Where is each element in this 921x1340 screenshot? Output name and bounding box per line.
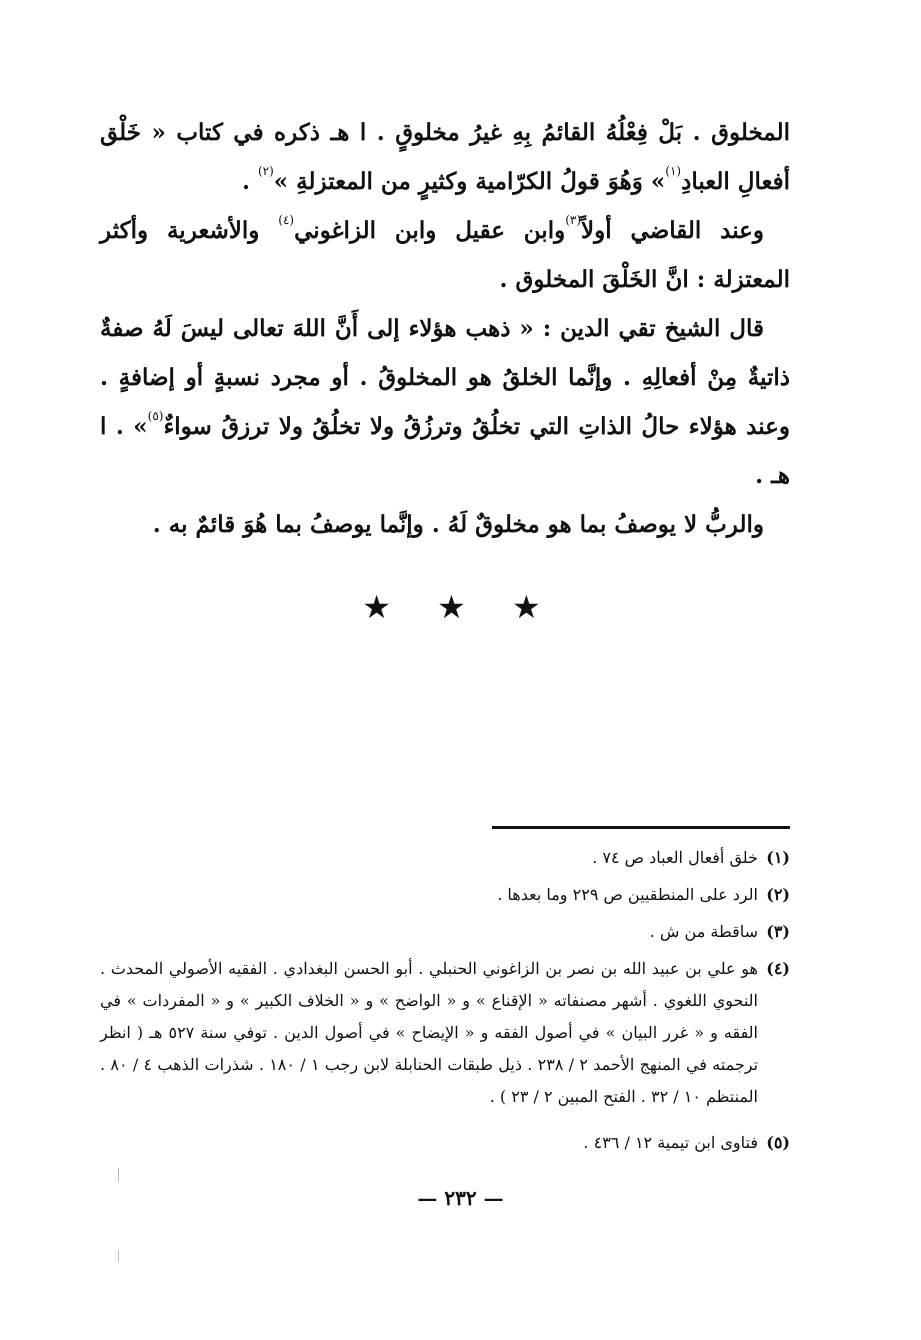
footnote-ref-5: (٥) [147, 409, 164, 423]
footnote-divider [492, 826, 790, 829]
footnote-text: هو علي بن عبيد الله بن نصر بن الزاغوني الحنبلي . أبو الحسن البغدادي . الفقيه الأصولي المحدث . النحوي اللغوي . أشهر مصنفاته « الإقناع » و « الواضح » و « الخلاف الكبير » و « المفردات » في الفقه و « غرر البيان » في أصول الفقه و « الإيضاح » في أصول الدين . توفي سنة ٥٢٧ هـ ( انظر ترجمته في المنهج الأحمد ٢ / ٢٣٨ . ذيل طبقات الحنابلة لابن رجب ١ / ١٨٠ . شذرات الذهب ٤ / ٨٠ . المنتظم ١٠ / ٣٢ . الفتح المبين ٢ / ٢٣ ) . [100, 959, 759, 1106]
scan-mark [118, 1168, 119, 1182]
footnote-number: (٢) [766, 885, 790, 904]
footnote-4 [100, 953, 790, 1113]
footnote-number: (٥) [766, 1133, 790, 1152]
section-separator-stars: ★ ★ ★ [362, 588, 559, 626]
footnote-ref-1: (١) [665, 164, 682, 178]
paragraph-4: والربُّ لا يوصفُ بما هو مخلوقٌ لَهُ . وإنَّما يوصفُ بما هُوَ قائمٌ به . [152, 511, 764, 538]
paragraph-1-text-c: . [241, 168, 258, 195]
paragraph-1 [100, 108, 790, 206]
footnote-text: خلق أفعال العباد ص ٧٤ . [592, 848, 758, 867]
paragraph-2-text-c: والأشعرية وأكثر المعتزلة : انَّ الخَلْقَ المخلوق . [100, 217, 790, 293]
paragraph-2 [100, 206, 790, 304]
main-text [100, 108, 790, 549]
paragraph-2-text-a: وعند القاضي أولاً [581, 217, 765, 244]
footnotes [100, 842, 790, 1164]
footnote-ref-3: (٣) [565, 213, 582, 227]
paragraph-1-text-b: » وَهُوَ قولُ الكرّامية وكثيرٍ من المعتزلةِ » [273, 168, 666, 195]
footnote-text: الرد على المنطقيين ص ٢٢٩ وما بعدها . [497, 885, 758, 904]
footnote-1 [100, 842, 790, 874]
footnote-ref-4: (٤) [278, 213, 295, 227]
footnote-2 [100, 879, 790, 911]
paragraph-3-text-b: » . ا هـ . [100, 413, 790, 489]
footnote-ref-2: (٢) [257, 164, 274, 178]
footnote-text: ساقطة من ش . [649, 922, 758, 941]
paragraph-1-text-a: المخلوق . بَلْ فِعْلُهُ القائمُ بِهِ غيرُ مخلوقٍ . ا هـ ذكره في كتاب « خَلْق أفعالِ العبادِ [100, 119, 790, 195]
footnote-number: (٤) [766, 959, 790, 978]
footnote-number: (٣) [766, 922, 790, 941]
paragraph-3-text-a: قال الشيخ تقي الدين : « ذهب هؤلاء إلى أَنَّ اللهَ تعالى ليسَ لَهُ صفةٌ ذاتيةٌ مِنْ أفعالِهِ . وإنَّما الخلقُ هو المخلوقُ . أو مجرد نسبةٍ أو إضافةٍ . وعند هؤلاء حالُ الذاتِ التي تخلُقُ وترزُقُ ولا تخلُقُ ولا ترزقُ سواءٌ [100, 315, 790, 440]
scan-mark [118, 1250, 119, 1262]
footnote-5 [100, 1127, 790, 1159]
footnote-3 [100, 916, 790, 948]
footnote-text: فتاوى ابن تيمية ١٢ / ٤٣٦ . [583, 1133, 758, 1152]
footnote-number: (١) [766, 848, 790, 867]
paragraph-3 [100, 304, 790, 500]
paragraph-2-text-b: وابن عقيل وابن الزاغوني [294, 217, 566, 244]
page-number: — ٢٣٢ — [417, 1186, 504, 1210]
